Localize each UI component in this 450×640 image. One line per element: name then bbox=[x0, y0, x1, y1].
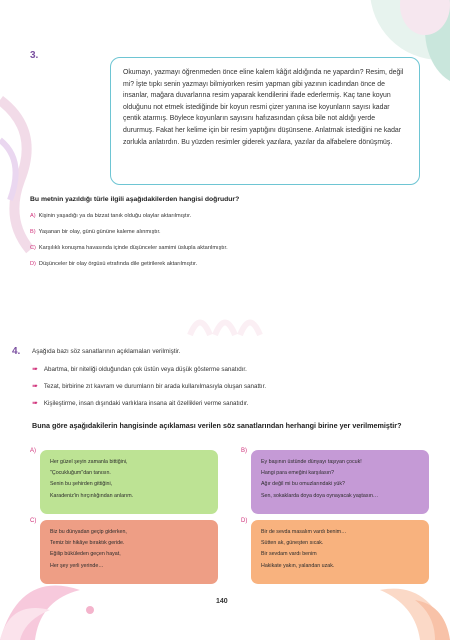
poem-line: Ey başının üstünde dünyayı taşıyan çocuk! bbox=[261, 459, 362, 465]
question-4-stem: Buna göre aşağıdakilerin hangisinde açıklaması verilen söz sanatlarından herhangi birine yer verilmemiştir? bbox=[32, 421, 402, 430]
poem-line: Eğilip büküleden geçen hayat, bbox=[50, 551, 121, 558]
question-3-stem: Bu metnin yazıldığı türle ilgili aşağıdakilerden hangisi doğrudur? bbox=[30, 196, 240, 203]
question-3-number: 3. bbox=[30, 50, 39, 61]
option-text: Karşılıklı konuşma havasında içinde düşünceler samimi üslupla aktarılmıştır. bbox=[38, 245, 228, 251]
option-letter: B) bbox=[30, 229, 36, 235]
poem-line: Sütten ak, güneşten sıcak. bbox=[261, 540, 324, 547]
choice-a-box[interactable] bbox=[40, 450, 218, 514]
question-3-option-c[interactable] bbox=[30, 245, 228, 251]
poem-line: Biz bu dünyadan geçip giderken, bbox=[50, 529, 127, 535]
arrow-icon: ➠ bbox=[32, 383, 38, 390]
question-3-option-b[interactable] bbox=[30, 229, 161, 235]
poem-line: Her şey yerli yerinde… bbox=[50, 562, 104, 569]
choice-d-letter: D) bbox=[241, 518, 248, 524]
explanation-text: Abartma, bir niteliği olduğundan çok üstün veya düşük gösterme sanatıdır. bbox=[43, 366, 247, 373]
poem-line: Bir sevdam vardı benim bbox=[261, 551, 317, 558]
explanation-item bbox=[32, 382, 266, 390]
poem-line: Bir de sevda masalım vardı benim… bbox=[261, 529, 347, 535]
poem-line: "Çocukluğum"dan tanısın. bbox=[50, 470, 111, 477]
choice-b-box[interactable] bbox=[251, 450, 429, 514]
ornament-watermark bbox=[180, 305, 270, 345]
choice-a-letter: A) bbox=[30, 448, 36, 454]
poem-line: Hangi para emeğini karşılasın? bbox=[261, 470, 335, 477]
choice-d-box[interactable] bbox=[251, 520, 429, 584]
question-3-option-a[interactable] bbox=[30, 213, 191, 219]
explanation-text: Kişileştirme, insan dışındaki varlıklara insana ait özellikleri verme sanatıdır. bbox=[43, 400, 249, 407]
option-text: Kişinin yaşadığı ya da bizzat tanık olduğu olaylar aktarılmıştır. bbox=[38, 213, 192, 219]
question-3-option-d[interactable] bbox=[30, 261, 197, 267]
choice-c-letter: C) bbox=[30, 518, 37, 524]
question-4-number: 4. bbox=[12, 346, 21, 357]
poem-line: Temiz bir hikâye bıraktık geride. bbox=[50, 540, 125, 547]
choice-c-box[interactable] bbox=[40, 520, 218, 584]
option-text: Düşünceler bir olay örgüsü etrafında dile getirilerek aktarılmıştır. bbox=[38, 261, 198, 267]
explanation-item bbox=[32, 365, 247, 373]
arrow-icon: ➠ bbox=[32, 400, 38, 407]
choice-b-letter: B) bbox=[241, 448, 247, 454]
explanation-text: Tezat, birbirine zıt kavram ve durumların bir arada kullanılmasıyla oluşan sanattır. bbox=[43, 383, 267, 390]
option-letter: C) bbox=[30, 245, 36, 251]
explanation-item bbox=[32, 399, 249, 407]
poem-line: Sen, sokaklarda doya doya oynayacak yaştasın… bbox=[261, 492, 379, 499]
option-text: Yaşanan bir olay, günü gününe kaleme alınmıştır. bbox=[38, 229, 161, 235]
option-letter: D) bbox=[30, 261, 36, 267]
poem-line: Senin bu şehirden gittiğini, bbox=[50, 481, 113, 488]
reading-passage: Okumayı, yazmayı öğrenmeden önce eline kalem kâğıt aldığında ne yapardın? Resim, değil mi? İşte tıpkı senin yazmayı bilmiyorken resim yapman gibi yazının icadından önce de insanlar, mağara duvarlarına resim yaparak kendilerini ifade ederlermiş. Kaç tane koyun olduğunu not etmek istediğinde bir koyun resmi çizer yanına ise koyunların sayısı kadar çentik atarmış. Böylece koyunların sayısını hafızasından çıksa bile not aldığı yerde dururmuş. Fakat her kelime için bir resim yaptığını düşünsene. Anlatmak istediğini ne kadar zorlukla anlatırdın. Bu yüzden resimler giderek yazılara, yazılar da alfabelere dönüşmüş. bbox=[110, 57, 420, 185]
arrow-icon: ➠ bbox=[32, 366, 38, 373]
question-4-intro: Aşağıda bazı söz sanatlarının açıklamaları verilmiştir. bbox=[32, 348, 181, 355]
poem-line: Her güzel şeyin zamanla bittiğini, bbox=[50, 459, 128, 465]
option-letter: A) bbox=[30, 213, 36, 219]
poem-line: Ağır değil mi bu omuzlarındaki yük? bbox=[261, 481, 345, 488]
poem-line: Karadeniz'in hırçınlığından anlarım. bbox=[50, 492, 134, 499]
poem-line: Hakikate yakın, yalandan uzak. bbox=[261, 562, 335, 569]
page-number: 140 bbox=[216, 598, 228, 605]
